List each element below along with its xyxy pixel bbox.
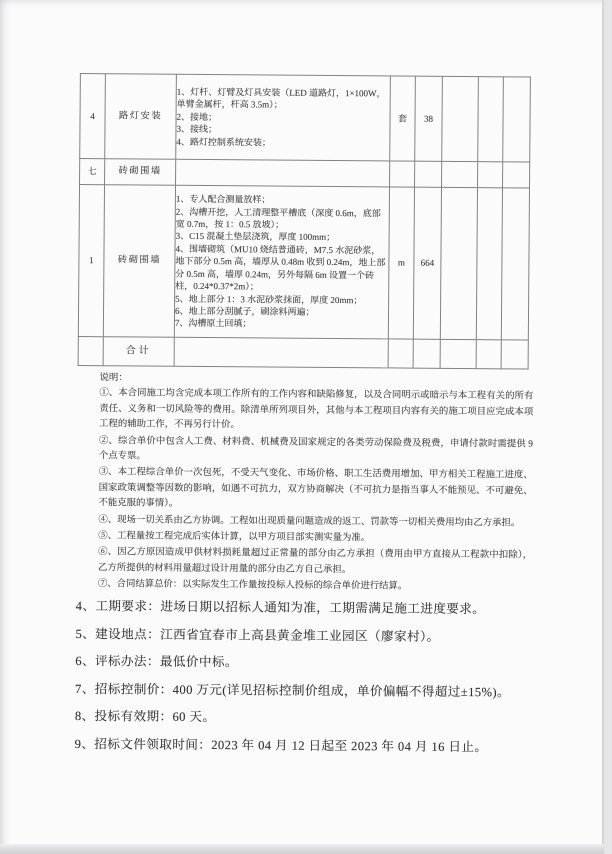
work-description-line: 1、灯杆、灯臂及灯具安装（LED 道路灯，1×100W，单臂金属杆，杆高 3.5m）； [176,86,386,110]
work-description-line: 7、沟槽原土回填； [174,318,252,329]
notes-section [98,371,534,597]
note-paragraph: ③、本工程综合单价一次包死，不受天气变化、市场价格、职工生活费用增加、甲方相关工程施工进度、国家政策调整等因数的影响，如遇不可抗力，双方协商解决（不可抗力是指当事人不能预见、不可避免、不能克服的事情）。 [98,467,533,510]
empty-cell [501,340,528,369]
empty-cell [440,187,477,339]
quantity-cell [415,161,442,187]
quantity-cell: 38 [415,76,443,161]
serial-cell [78,336,103,365]
table-row-street-lamp [80,74,531,163]
empty-cell [478,77,504,162]
unit-cell [390,161,415,187]
serial-cell: 4 [80,74,106,159]
empty-cell [440,339,476,368]
work-description-list [175,193,389,331]
work-description-line: 4、路灯控制系统安装； [176,136,271,148]
item-name-cell: 路灯安装 [105,74,177,160]
notes-list [98,387,534,597]
note-paragraph: ⑦、合同结算总价：以实际发生工作量按投标人投标的综合单价进行结算。 [97,579,408,592]
work-description-line: 4、围墙砌筑（MU10 烧结普通砖，M7.5 水泥砂浆，地下部分 0.5m 高，墙厚从 0.48m 收到 0.24m，地上部分 0.5m 高，墙厚 0.24m，另外每隔 6m 设置一个砖柱，0.24*0.37*2m）； [175,243,386,292]
quantity-cell: 664 [413,187,441,339]
work-description-cell [176,74,391,161]
empty-cell [476,340,501,369]
note-paragraph: ①、本合同施工均含完成本项工作所有的工作内容和缺陷修复，以及合同明示或暗示与本工程有关的所有责任、义务和一切风险等的费用。除清单所列项目外，其他与本工程项目内容有关的施工项目应完成本项工程的辅助工作，不再另行计价。 [99,388,534,431]
empty-cell [503,162,530,188]
requirement-item: 4、工期要求：进场日期以招标人通知为准，工期需满足施工进度要求。 [75,598,486,617]
note-paragraph: ⑤、工程量按工程完成后实体计算，以甲方项目部实测实量为准。 [98,531,371,544]
total-label-cell: 合计 [103,337,174,367]
work-description-line: 6、地上部分刮腻子，刷涂料两遍； [174,305,315,317]
empty-cell [503,77,531,162]
work-description-cell [174,337,388,368]
serial-cell: 七 [80,159,105,185]
requirement-item: 8、投标有效期：60 天。 [74,709,216,725]
note-paragraph: ⑥、因乙方原因造成甲供材料损耗量超过正常量的部分由乙方承担（费用由甲方直接从工程款中扣除），乙方所提供的材料用量超过设计用量的部分由乙方自己承担。 [97,547,533,576]
work-description-line: 2、沟槽开挖，人工清理整平槽底（深度 0.6m，底部宽 0.7m，按 1：0.5 放坡）； [175,206,381,230]
requirement-item: 6、评标办法：最低价中标。 [75,654,238,670]
work-description-cell [174,185,389,339]
empty-cell [442,76,479,161]
work-description-line: 3、C15 混凝土垫层浇筑，厚度 100mm； [175,231,336,243]
empty-cell [501,188,529,340]
notes-label: 说明： [99,373,128,384]
unit-cell: 套 [390,76,416,161]
work-description-line: 2、接地； [176,111,218,122]
serial-cell: 1 [78,185,104,337]
requirement-item: 5、建设地点：江西省宜春市上高县黄金堆工业园区（廖家村）。 [75,626,440,644]
table-row-brick-wall [78,185,529,341]
unit-cell: m [388,187,414,339]
table-row-total [78,336,528,369]
item-name-cell: 砖砌围墙 [103,185,175,338]
empty-cell [476,188,502,340]
item-name-cell: 砖砌围墙 [105,159,176,186]
work-description-line: 3、接线； [176,123,218,135]
work-description-line: 1、专人配合测量放样； [175,194,271,205]
requirement-item: 7、招标控制价：400 万元(详见招标控制价组成，单价偏幅不得超过±15%)。 [75,681,511,700]
unit-cell [388,339,413,368]
scan-bottom-edge [0,844,604,854]
bill-of-quantities-table [78,73,531,370]
work-description-line: 5、地上部分 1：3 水泥砂浆抹面，厚度 20mm； [175,293,363,305]
requirements-list [74,599,547,768]
work-description-list [176,86,389,150]
note-paragraph: ④、现场一切关系由乙方协调。工程如出现质量问题造成的返工、罚款等一切相关费用均由乙方承担。 [98,514,521,529]
work-description-cell [176,159,390,187]
empty-cell [442,161,478,187]
scan-right-edge [602,0,612,854]
quantity-cell [413,339,440,368]
empty-cell [478,162,503,188]
table-row-section-seven [80,159,530,189]
requirement-item: 9、招标文件领取时间：2023 年 04 月 12 日起至 2023 年 04 月 16 日止。 [74,736,488,755]
note-paragraph: ②、综合单价中包含人工费、材料费、机械费及国家规定的各类劳动保险费及税费，申请付款时需提供 9 个点专票。 [98,435,534,462]
